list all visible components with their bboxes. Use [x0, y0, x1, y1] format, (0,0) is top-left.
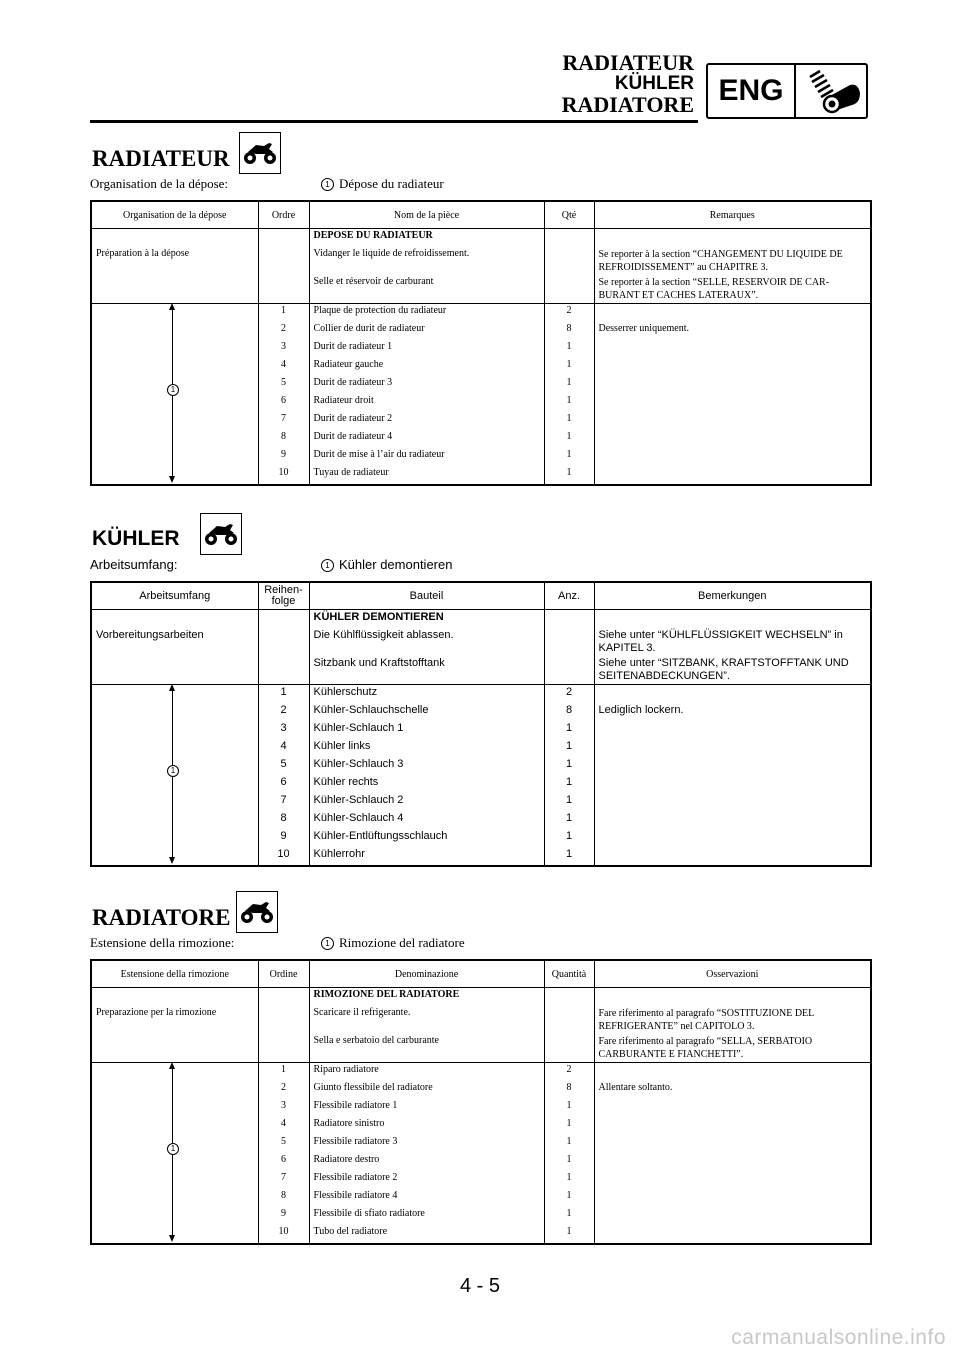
part-name: Plaque de protection du radiateur — [309, 304, 544, 323]
table-row — [91, 1034, 871, 1063]
table-row — [91, 656, 871, 685]
order-number: 5 — [258, 376, 309, 394]
part-name: Radiatore destro — [309, 1153, 544, 1171]
header-rule — [90, 120, 698, 123]
part-name: Radiatore sinistro — [309, 1117, 544, 1135]
remark — [594, 757, 871, 775]
table-header-row — [91, 582, 871, 610]
order-number: 7 — [258, 412, 309, 430]
col-header: Bemerkungen — [594, 582, 871, 610]
scope-label: Arbeitsumfang: — [90, 557, 178, 572]
part-name: Kühlerrohr — [309, 847, 544, 866]
chapter-badge-label: ENG — [708, 65, 796, 117]
table-row — [91, 628, 871, 656]
quantity: 1 — [544, 1207, 594, 1225]
motorcycle-icon — [236, 891, 278, 933]
part-name: Sitzbank und Kraftstofftank — [309, 656, 544, 685]
prep-label: Preparazione per la rimozione — [91, 1006, 258, 1034]
page-number: 4 - 5 — [459, 1275, 501, 1297]
remark — [594, 430, 871, 448]
part-name: Die Kühlflüssigkeit ablassen. — [309, 628, 544, 656]
order-number: 2 — [258, 1081, 309, 1099]
scope-marker: 1 — [321, 178, 334, 191]
remark — [594, 1189, 871, 1207]
remark: Siehe unter “SITZBANK, KRAFTSTOFFTANK UND SEITENABDECKUNGEN”. — [594, 656, 871, 685]
prep-label: Vorbereitungsarbeiten — [91, 628, 258, 656]
table-row — [91, 229, 871, 248]
remark — [594, 304, 871, 323]
order-number: 3 — [258, 1099, 309, 1117]
col-header: Quantità — [544, 960, 594, 988]
quantity: 1 — [544, 1117, 594, 1135]
quantity: 1 — [544, 1171, 594, 1189]
part-name: Kühler-Schlauchschelle — [309, 703, 544, 721]
part-name: Kühler-Schlauch 4 — [309, 811, 544, 829]
order-number: 6 — [258, 394, 309, 412]
section-title: RADIATORE — [92, 905, 231, 930]
remark: Se reporter à la section “CHANGEMENT DU LIQUIDE DE REFROIDISSEMENT” au CHAPITRE 3. — [594, 247, 871, 275]
quantity: 1 — [544, 829, 594, 847]
part-name: Durit de radiateur 2 — [309, 412, 544, 430]
scope-marker: 1 — [321, 937, 334, 950]
quantity: 1 — [544, 412, 594, 430]
part-name: Riparo radiatore — [309, 1063, 544, 1082]
part-name: Giunto flessibile del radiatore — [309, 1081, 544, 1099]
remark: Siehe unter “KÜHLFLÜSSIGKEIT WECHSELN” in KAPITEL 3. — [594, 628, 871, 656]
order-number: 3 — [258, 340, 309, 358]
arrow-down-icon — [169, 476, 175, 483]
removal-table — [90, 581, 872, 867]
part-name: Flessibile radiatore 4 — [309, 1189, 544, 1207]
part-name: Scaricare il refrigerante. — [309, 1006, 544, 1034]
order-number: 6 — [258, 775, 309, 793]
quantity: 1 — [544, 358, 594, 376]
part-name: Durit de radiateur 1 — [309, 340, 544, 358]
part-name: Kühler-Entlüftungsschlauch — [309, 829, 544, 847]
table-row — [91, 304, 871, 323]
part-name: Flessibile di sfiato radiatore — [309, 1207, 544, 1225]
part-name: Kühler-Schlauch 2 — [309, 793, 544, 811]
remark: Se reporter à la section “SELLE, RESERVOIR DE CAR- BURANT ET CACHES LATERAUX”. — [594, 275, 871, 304]
table-header-row — [91, 960, 871, 988]
remark — [594, 1225, 871, 1244]
group-heading: KÜHLER DEMONTIEREN — [309, 610, 544, 629]
quantity: 1 — [544, 739, 594, 757]
part-name: Durit de radiateur 4 — [309, 430, 544, 448]
header-titles — [562, 52, 694, 115]
quantity: 1 — [544, 775, 594, 793]
order-number: 1 — [258, 1063, 309, 1082]
order-number: 2 — [258, 703, 309, 721]
sequence-arrow — [91, 1063, 258, 1245]
col-header: Remarques — [594, 201, 871, 229]
order-number: 1 — [258, 685, 309, 704]
quantity: 1 — [544, 430, 594, 448]
scope-text — [321, 935, 465, 951]
sequence-arrow — [91, 304, 258, 486]
quantity: 1 — [544, 1135, 594, 1153]
remark — [594, 448, 871, 466]
order-number: 9 — [258, 1207, 309, 1225]
quantity: 1 — [544, 1153, 594, 1171]
remark — [594, 1207, 871, 1225]
remark — [594, 1171, 871, 1189]
quantity: 1 — [544, 757, 594, 775]
order-number: 7 — [258, 793, 309, 811]
col-header: Arbeitsumfang — [91, 582, 258, 610]
header-title-de: KÜHLER — [614, 73, 694, 94]
order-number: 4 — [258, 739, 309, 757]
remark: Allentare soltanto. — [594, 1081, 871, 1099]
col-header: Osservazioni — [594, 960, 871, 988]
remark — [594, 685, 871, 704]
quantity: 1 — [544, 793, 594, 811]
table-row — [91, 988, 871, 1007]
quantity: 1 — [544, 1099, 594, 1117]
quantity: 1 — [544, 847, 594, 866]
table-row — [91, 685, 871, 704]
remark — [594, 739, 871, 757]
col-header: Anz. — [544, 582, 594, 610]
order-number: 4 — [258, 1117, 309, 1135]
section-title: RADIATEUR — [92, 146, 230, 171]
order-number: 9 — [258, 448, 309, 466]
quantity: 8 — [544, 703, 594, 721]
part-name: Kühler-Schlauch 3 — [309, 757, 544, 775]
col-header: Reihen- folge — [258, 582, 309, 610]
scope-text — [321, 557, 452, 572]
quantity: 8 — [544, 322, 594, 340]
part-name: Flessibile radiatore 1 — [309, 1099, 544, 1117]
scope-label: Organisation de la dépose: — [90, 176, 229, 191]
part-name: Kühler links — [309, 739, 544, 757]
part-name: Kühler-Schlauch 1 — [309, 721, 544, 739]
quantity: 1 — [544, 448, 594, 466]
part-name: Tubo del radiatore — [309, 1225, 544, 1244]
quantity: 1 — [544, 466, 594, 485]
order-number: 10 — [258, 847, 309, 866]
quantity: 2 — [544, 685, 594, 704]
part-name: Radiateur droit — [309, 394, 544, 412]
quantity: 2 — [544, 304, 594, 323]
group-heading: RIMOZIONE DEL RADIATORE — [309, 988, 544, 1007]
quantity: 1 — [544, 811, 594, 829]
remark — [594, 793, 871, 811]
table-row — [91, 247, 871, 275]
remark — [594, 1153, 871, 1171]
order-number: 5 — [258, 1135, 309, 1153]
remark — [594, 1117, 871, 1135]
sequence-arrow — [91, 685, 258, 867]
part-name: Durit de radiateur 3 — [309, 376, 544, 394]
arrow-down-icon — [169, 1235, 175, 1242]
remark — [594, 811, 871, 829]
part-name: Kühler rechts — [309, 775, 544, 793]
remark — [594, 376, 871, 394]
table-row — [91, 1006, 871, 1034]
order-number: 4 — [258, 358, 309, 376]
part-name: Flessibile radiatore 2 — [309, 1171, 544, 1189]
part-name: Collier de durit de radiateur — [309, 322, 544, 340]
arrow-marker: 1 — [167, 384, 179, 396]
order-number: 3 — [258, 721, 309, 739]
motorcycle-icon — [200, 513, 242, 555]
remark — [594, 775, 871, 793]
part-name: Radiateur gauche — [309, 358, 544, 376]
remark — [594, 847, 871, 866]
remark: Fare riferimento al paragrafo “SELLA, SERBATOIO CARBURANTE E FIANCHETTI”. — [594, 1034, 871, 1063]
remark — [594, 394, 871, 412]
scope-description: Dépose du radiateur — [339, 176, 444, 191]
group-heading: DEPOSE DU RADIATEUR — [309, 229, 544, 248]
removal-table — [90, 200, 872, 486]
part-name: Durit de mise à l’air du radiateur — [309, 448, 544, 466]
remark — [594, 412, 871, 430]
scope-label: Estensione della rimozione: — [90, 935, 235, 950]
order-number: 10 — [258, 1225, 309, 1244]
header-title-fr: RADIATEUR — [562, 50, 694, 75]
order-number: 7 — [258, 1171, 309, 1189]
remark — [594, 340, 871, 358]
order-number: 8 — [258, 1189, 309, 1207]
part-name: Flessibile radiatore 3 — [309, 1135, 544, 1153]
scope-description: Kühler demontieren — [339, 557, 453, 572]
remark — [594, 721, 871, 739]
col-header: Estensione della rimozione — [91, 960, 258, 988]
part-name: Tuyau de radiateur — [309, 466, 544, 485]
scope-text — [321, 176, 444, 192]
quantity: 1 — [544, 340, 594, 358]
prep-label: Préparation à la dépose — [91, 247, 258, 275]
remark — [594, 466, 871, 485]
scope-marker: 1 — [321, 559, 334, 572]
remark — [594, 358, 871, 376]
remark: Desserrer uniquement. — [594, 322, 871, 340]
col-header: Bauteil — [309, 582, 544, 610]
header-title-it: RADIATORE — [561, 92, 694, 117]
arrow-down-icon — [169, 857, 175, 864]
col-header: Qté — [544, 201, 594, 229]
section-title: KÜHLER — [92, 527, 180, 550]
table-header-row — [91, 201, 871, 229]
order-number: 8 — [258, 811, 309, 829]
quantity: 8 — [544, 1081, 594, 1099]
table-row — [91, 275, 871, 304]
order-number: 1 — [258, 304, 309, 323]
quantity: 1 — [544, 1189, 594, 1207]
quantity: 1 — [544, 376, 594, 394]
order-number: 6 — [258, 1153, 309, 1171]
remark — [594, 1135, 871, 1153]
engine-spring-icon — [796, 65, 866, 117]
motorcycle-icon — [239, 132, 281, 174]
col-header: Organisation de la dépose — [91, 201, 258, 229]
quantity: 2 — [544, 1063, 594, 1082]
col-header: Nom de la pièce — [309, 201, 544, 229]
order-number: 5 — [258, 757, 309, 775]
col-header: Ordine — [258, 960, 309, 988]
order-number: 2 — [258, 322, 309, 340]
part-name: Selle et réservoir de carburant — [309, 275, 544, 304]
remark: Lediglich lockern. — [594, 703, 871, 721]
quantity: 1 — [544, 721, 594, 739]
order-number: 9 — [258, 829, 309, 847]
removal-table — [90, 959, 872, 1245]
quantity: 1 — [544, 394, 594, 412]
arrow-marker: 1 — [167, 765, 179, 777]
watermark: carmanualsonline.info — [731, 1326, 946, 1349]
quantity: 1 — [544, 1225, 594, 1244]
remark: Fare riferimento al paragrafo “SOSTITUZIONE DEL REFRIGERANTE” nel CAPITOLO 3. — [594, 1006, 871, 1034]
order-number: 8 — [258, 430, 309, 448]
part-name: Sella e serbatoio del carburante — [309, 1034, 544, 1063]
remark — [594, 1063, 871, 1082]
chapter-badge — [706, 63, 868, 119]
order-number: 10 — [258, 466, 309, 485]
remark — [594, 1099, 871, 1117]
remark — [594, 829, 871, 847]
col-header: Denominazione — [309, 960, 544, 988]
arrow-marker: 1 — [167, 1143, 179, 1155]
scope-description: Rimozione del radiatore — [339, 935, 465, 950]
col-header: Ordre — [258, 201, 309, 229]
part-name: Vidanger le liquide de refroidissement. — [309, 247, 544, 275]
table-row — [91, 1063, 871, 1082]
table-row — [91, 610, 871, 629]
part-name: Kühlerschutz — [309, 685, 544, 704]
